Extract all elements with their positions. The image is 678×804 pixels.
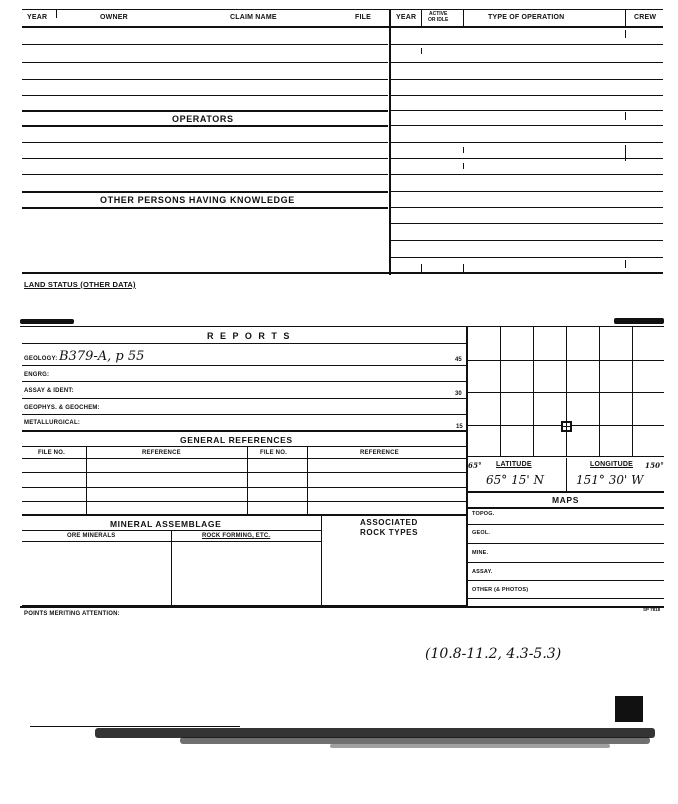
row-line bbox=[22, 142, 388, 143]
references-col-divider bbox=[247, 446, 248, 514]
row-line-right bbox=[390, 240, 663, 241]
right-edge-coord: 150° bbox=[645, 461, 664, 470]
row-line bbox=[22, 79, 388, 80]
handwritten-note: (10.8-11.2, 4.3-5.3) bbox=[425, 646, 562, 662]
geophys-geochem-label: GEOPHYS. & GEOCHEM: bbox=[24, 405, 100, 411]
ref-header-reference-2: REFERENCE bbox=[360, 450, 399, 456]
column-tick bbox=[625, 30, 626, 38]
geology-value: B379-A, p 55 bbox=[59, 349, 145, 364]
row-line-right bbox=[390, 257, 663, 258]
grid-line bbox=[467, 392, 664, 393]
header-year-2: YEAR bbox=[396, 14, 417, 21]
reports-line bbox=[22, 365, 466, 366]
row-line-right bbox=[390, 191, 663, 192]
ore-minerals-header: ORE MINERALS bbox=[67, 533, 116, 539]
row-line-right bbox=[390, 207, 663, 208]
row-line-right bbox=[390, 110, 663, 111]
ref-header-reference-1: REFERENCE bbox=[142, 450, 181, 456]
grid-line bbox=[500, 326, 501, 456]
grid-line bbox=[467, 360, 664, 361]
column-tick bbox=[421, 48, 422, 54]
left-edge-coord: 65° bbox=[468, 461, 482, 470]
reports-tick-45: 45 bbox=[455, 357, 462, 363]
maps-geol: GEOL. bbox=[472, 530, 491, 536]
section-line bbox=[22, 207, 388, 209]
references-line bbox=[22, 472, 466, 473]
header-or-idle: OR IDLE bbox=[428, 17, 449, 23]
section-line bbox=[22, 110, 388, 112]
header-divider bbox=[625, 10, 626, 26]
reports-tick-30: 30 bbox=[455, 391, 462, 397]
section-top-border bbox=[20, 326, 664, 327]
general-references-title: GENERAL REFERENCES bbox=[180, 435, 293, 445]
header-active: ACTIVE bbox=[429, 11, 448, 17]
reports-line bbox=[22, 430, 466, 432]
section-line bbox=[22, 125, 388, 127]
grid-line bbox=[632, 326, 633, 456]
engrg-label: ENGRG: bbox=[24, 372, 50, 378]
points-meriting-attention-label: POINTS MERITING ATTENTION: bbox=[24, 611, 120, 617]
row-line-right bbox=[390, 44, 663, 45]
reports-line bbox=[22, 414, 466, 415]
latitude-label: LATITUDE bbox=[496, 461, 532, 468]
maps-mine: MINE. bbox=[472, 550, 489, 556]
header-bottom-border bbox=[22, 26, 663, 28]
grid-line bbox=[566, 326, 567, 456]
rock-types-label: ROCK TYPES bbox=[360, 528, 419, 537]
ink-mark bbox=[20, 319, 74, 324]
row-line-right bbox=[390, 158, 663, 159]
references-col-divider bbox=[86, 446, 87, 514]
mineral-col-divider bbox=[171, 530, 172, 606]
column-tick bbox=[463, 147, 464, 153]
reports-line bbox=[22, 343, 466, 344]
references-line bbox=[22, 458, 466, 459]
table-top-border bbox=[22, 9, 663, 10]
maps-other-photos: OTHER (& PHOTOS) bbox=[472, 587, 529, 593]
row-line-right bbox=[390, 125, 663, 126]
references-line bbox=[22, 501, 466, 502]
header-type-of-operation: TYPE OF OPERATION bbox=[488, 14, 565, 21]
ink-mark bbox=[614, 318, 664, 324]
smear-line bbox=[30, 726, 240, 727]
header-divider bbox=[421, 10, 422, 26]
references-line bbox=[22, 487, 466, 488]
maps-assay: ASSAY. bbox=[472, 569, 493, 575]
grid-line bbox=[599, 326, 600, 456]
form-code: SP 7818 bbox=[643, 607, 661, 612]
references-col-divider bbox=[307, 446, 308, 514]
row-line bbox=[22, 95, 388, 96]
column-tick bbox=[625, 260, 626, 268]
other-persons-title: OTHER PERSONS HAVING KNOWLEDGE bbox=[100, 195, 295, 205]
reports-tick-15: 15 bbox=[456, 424, 463, 430]
grid-line bbox=[533, 326, 534, 456]
associated-label: ASSOCIATED bbox=[360, 518, 418, 527]
longitude-label: LONGITUDE bbox=[590, 461, 634, 468]
mineral-assemblage-title: MINERAL ASSEMBLAGE bbox=[110, 519, 222, 529]
maps-line bbox=[467, 524, 664, 525]
maps-title: MAPS bbox=[552, 495, 579, 505]
mineral-col-divider bbox=[321, 514, 322, 606]
maps-line bbox=[467, 507, 664, 509]
ink-block bbox=[615, 696, 643, 722]
section-bottom-border bbox=[20, 606, 664, 608]
column-tick bbox=[463, 264, 464, 272]
maps-line bbox=[467, 580, 664, 581]
header-divider bbox=[56, 10, 57, 18]
reports-line bbox=[22, 381, 466, 382]
header-crew: CREW bbox=[634, 14, 657, 21]
metallurgical-label: METALLURGICAL: bbox=[24, 420, 81, 426]
longitude-value: 151° 30' W bbox=[576, 473, 644, 487]
row-line-right bbox=[390, 95, 663, 96]
row-line bbox=[22, 62, 388, 63]
maps-line bbox=[467, 562, 664, 563]
header-owner: OWNER bbox=[100, 14, 128, 21]
row-line-right bbox=[390, 79, 663, 80]
grid-line bbox=[467, 456, 664, 457]
reports-line bbox=[22, 398, 466, 399]
column-tick bbox=[625, 112, 626, 120]
land-status-label: LAND STATUS (OTHER DATA) bbox=[24, 280, 136, 289]
ref-header-file-no-1: FILE NO. bbox=[38, 450, 65, 456]
table-bottom-border bbox=[22, 272, 663, 274]
lat-long-divider bbox=[566, 458, 567, 492]
geology-label: GEOLOGY: bbox=[24, 356, 58, 362]
rock-forming-header: ROCK FORMING, ETC. bbox=[202, 533, 271, 539]
assay-ident-label: ASSAY & IDENT: bbox=[24, 388, 74, 394]
maps-line bbox=[467, 598, 664, 599]
row-line-right bbox=[390, 62, 663, 63]
ref-header-file-no-2: FILE NO. bbox=[260, 450, 287, 456]
row-line bbox=[22, 174, 388, 175]
reports-title: R E P O R T S bbox=[207, 331, 292, 341]
row-line-right bbox=[390, 174, 663, 175]
references-bottom bbox=[22, 514, 466, 516]
maps-topog: TOPOG. bbox=[472, 511, 495, 517]
column-tick bbox=[421, 264, 422, 272]
operators-title: OPERATORS bbox=[172, 114, 234, 124]
latitude-value: 65° 15' N bbox=[486, 473, 544, 487]
location-marker bbox=[561, 421, 572, 432]
header-divider bbox=[463, 10, 464, 26]
header-year: YEAR bbox=[27, 14, 48, 21]
maps-line bbox=[467, 543, 664, 544]
lat-long-bottom bbox=[467, 491, 664, 493]
references-line bbox=[22, 446, 466, 447]
row-line-right bbox=[390, 142, 663, 143]
row-line-right bbox=[390, 223, 663, 224]
column-tick bbox=[625, 145, 626, 161]
row-line bbox=[22, 158, 388, 159]
header-file: FILE bbox=[355, 14, 371, 21]
row-line bbox=[22, 44, 388, 45]
section-line bbox=[22, 191, 388, 193]
smear-band bbox=[330, 744, 610, 748]
header-claim-name: CLAIM NAME bbox=[230, 14, 277, 21]
column-tick bbox=[463, 163, 464, 169]
smear-band bbox=[180, 737, 650, 744]
